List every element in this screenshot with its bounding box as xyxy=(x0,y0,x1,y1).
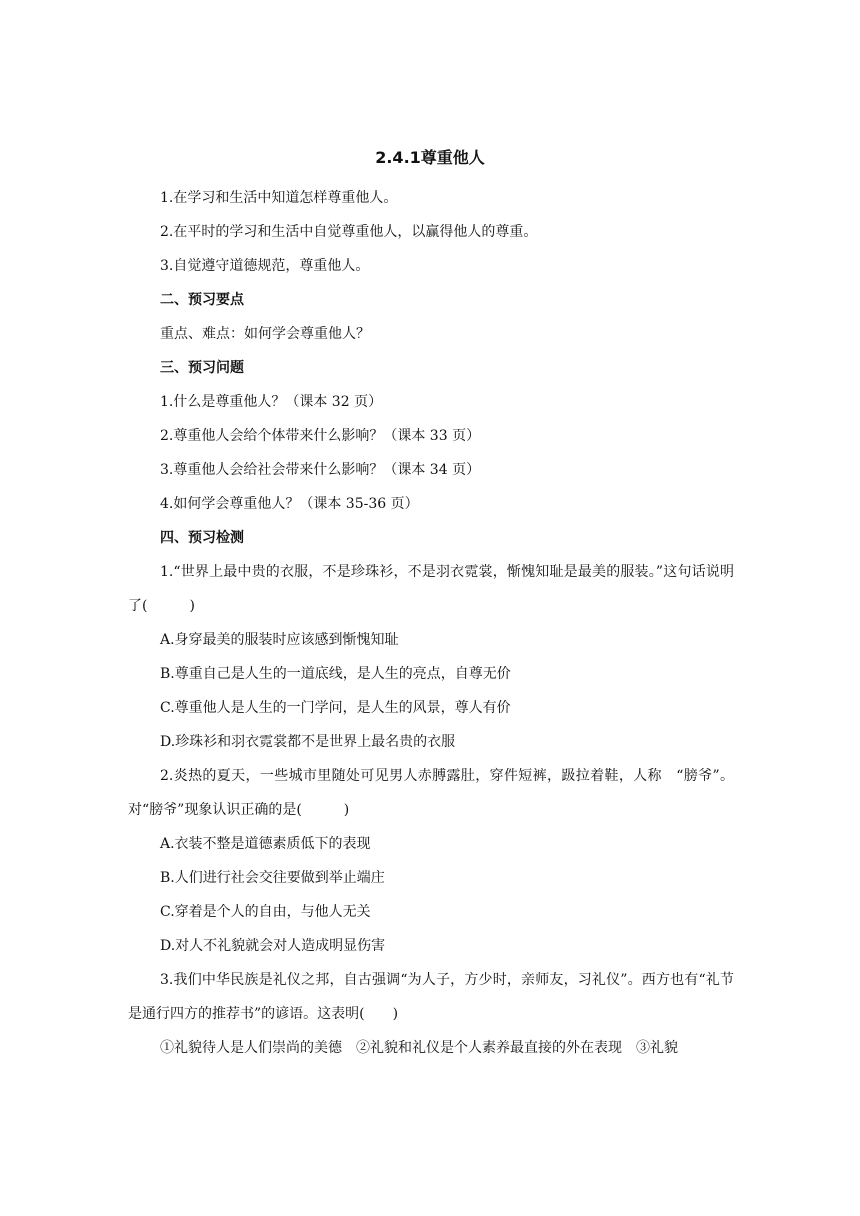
preview-points-text: 重点、难点：如何学会尊重他人？ xyxy=(160,326,370,342)
question-2-stem: 2.炎热的夏天，一些城市里随处可见男人赤膊露肚，穿件短裤，趿拉着鞋，人称 “膀爷”。对“膀爷”现象认识正确的是( ) xyxy=(128,768,734,818)
question-1-option-b: B.尊重自己是人生的一道底线，是人生的亮点，自尊无价 xyxy=(160,666,511,682)
section-heading-preview-questions: 三、预习问题 xyxy=(160,360,244,376)
preview-question-1: 1.什么是尊重他人？（课本 32 页） xyxy=(160,394,383,410)
objective-1: 1.在学习和生活中知道怎样尊重他人。 xyxy=(160,190,398,206)
question-3-stem: 3.我们中华民族是礼仪之邦，自古强调“为人子，方少时，亲师友，习礼仪”。西方也有“礼节是通行四方的推荐书”的谚语。这表明( ) xyxy=(128,972,734,1022)
question-2-option-c: C.穿着是个人的自由，与他人无关 xyxy=(160,904,371,920)
preview-question-3: 3.尊重他人会给社会带来什么影响？（课本 34 页） xyxy=(160,462,481,478)
section-heading-preview-test: 四、预习检测 xyxy=(160,530,244,546)
section-heading-preview-points: 二、预习要点 xyxy=(160,292,244,308)
question-1-option-c: C.尊重他人是人生的一门学问，是人生的风景，尊人有价 xyxy=(160,700,511,716)
question-1-option-d: D.珍珠衫和羽衣霓裳都不是世界上最名贵的衣服 xyxy=(160,734,456,750)
question-2-option-a: A.衣装不整是道德素质低下的表现 xyxy=(160,836,371,852)
question-1-option-a: A.身穿最美的服装时应该感到惭愧知耻 xyxy=(160,632,399,648)
question-2-option-d: D.对人不礼貌就会对人造成明显伤害 xyxy=(160,938,386,954)
document-body xyxy=(128,181,734,1065)
question-2-option-b: B.人们进行社会交往要做到举止端庄 xyxy=(160,870,385,886)
preview-question-4: 4.如何学会尊重他人？（课本 35-36 页） xyxy=(160,496,419,512)
question-1-stem: 1.“世界上最中贵的衣服，不是珍珠衫，不是羽衣霓裳，惭愧知耻是最美的服装。”这句话说明了( ) xyxy=(128,564,734,614)
objective-3: 3.自觉遵守道德规范，尊重他人。 xyxy=(160,258,370,274)
document-title: 2.4.1尊重他人 xyxy=(375,148,485,167)
question-3-statements: ①礼貌待人是人们崇尚的美德 ②礼貌和礼仪是个人素养最直接的外在表现 ③礼貌 xyxy=(160,1040,678,1056)
objective-2: 2.在平时的学习和生活中自觉尊重他人，以赢得他人的尊重。 xyxy=(160,224,538,240)
preview-question-2: 2.尊重他人会给个体带来什么影响？（课本 33 页） xyxy=(160,428,481,444)
